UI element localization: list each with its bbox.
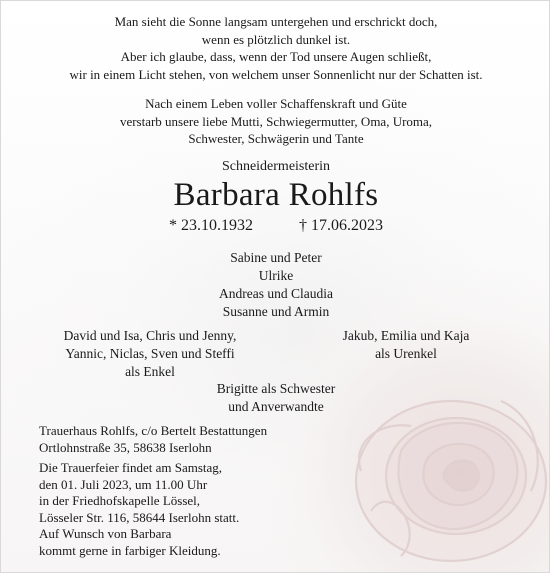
life-dates bbox=[1, 215, 550, 237]
poem-line: wir in einem Licht stehen, von welchem unser Sonnenlicht nur der Schatten ist. bbox=[69, 66, 483, 82]
intro-line: Schwester, Schwägerin und Tante bbox=[188, 131, 364, 146]
address-line: Ortlohnstraße 35, 58638 Iserlohn bbox=[39, 439, 212, 455]
poem bbox=[1, 13, 550, 83]
grandchildren bbox=[25, 327, 275, 381]
great-grandchildren-line: als Urenkel bbox=[375, 346, 437, 361]
funeral-line: kommt gerne in farbiger Kleidung. bbox=[39, 542, 221, 558]
funeral-line: Auf Wunsch von Barbara bbox=[39, 526, 172, 541]
birth-date: * 23.10.1932 bbox=[169, 217, 253, 234]
mourners-family bbox=[1, 249, 550, 321]
funeral-line: Lösseler Str. 116, 58644 Iserlohn statt. bbox=[39, 509, 240, 525]
address-line: Trauerhaus Rohlfs, c/o Bertelt Bestattungen bbox=[39, 423, 268, 438]
great-grandchildren bbox=[291, 327, 521, 363]
intro-text bbox=[1, 95, 550, 148]
funeral-home-address bbox=[39, 423, 319, 456]
poem-line: wenn es plötzlich dunkel ist. bbox=[201, 31, 351, 47]
great-grandchildren-line: Jakub, Emilia und Kaja bbox=[342, 328, 470, 343]
funeral-line: den 01. Juli 2023, um 11.00 Uhr bbox=[39, 476, 208, 492]
deceased-name: Barbara Rohlfs bbox=[173, 177, 379, 213]
siblings-line: und Anverwandte bbox=[228, 399, 324, 414]
family-line: Andreas und Claudia bbox=[219, 286, 333, 301]
funeral-line: Die Trauerfeier findet am Samstag, bbox=[39, 460, 223, 475]
siblings bbox=[1, 380, 550, 416]
poem-line: Aber ich glaube, dass, wenn der Tod unsere Augen schließt, bbox=[120, 49, 432, 64]
death-date: † 17.06.2023 bbox=[299, 217, 383, 234]
intro-line: verstarb unsere liebe Mutti, Schwiegermutter, Oma, Uroma, bbox=[119, 113, 433, 129]
grandchildren-line: David und Isa, Chris und Jenny, bbox=[63, 328, 237, 343]
poem-line: Man sieht die Sonne langsam untergehen und erschrickt doch, bbox=[114, 14, 438, 29]
profession: Schneidermeisterin bbox=[221, 159, 331, 174]
funeral-details bbox=[39, 460, 319, 559]
siblings-line: Brigitte als Schwester bbox=[216, 381, 336, 396]
intro-line: Nach einem Leben voller Schaffenskraft und Güte bbox=[145, 96, 407, 111]
grandchildren-line: als Enkel bbox=[125, 364, 175, 379]
funeral-line: in der Friedhofskapelle Lössel, bbox=[39, 493, 201, 508]
family-line: Ulrike bbox=[258, 268, 294, 283]
family-line: Susanne und Armin bbox=[222, 304, 330, 319]
family-line: Sabine und Peter bbox=[230, 250, 322, 265]
grandchildren-line: Yannic, Niclas, Sven und Steffi bbox=[65, 346, 235, 361]
